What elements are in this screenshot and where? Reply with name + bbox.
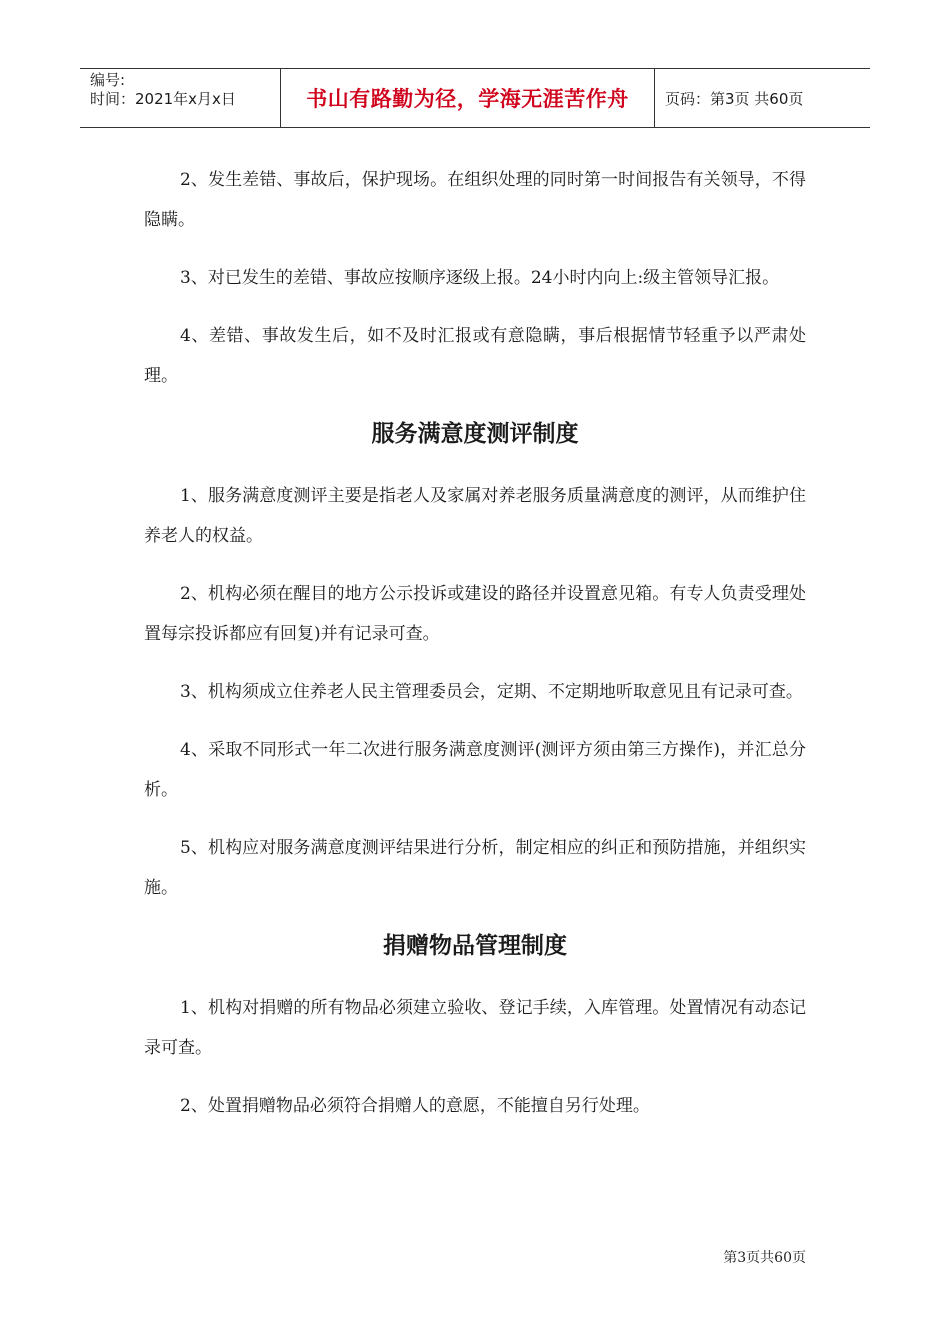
page-header [80, 68, 870, 128]
section-title: 捐赠物品管理制度 [383, 933, 567, 959]
paragraph: 2、发生差错、事故后，保护现场。在组织处理的同时第一时间报告有关领导，不得隐瞒。 [144, 170, 806, 230]
document-time-label: 时间：2021年x月x日 [90, 90, 236, 108]
paragraph: 2、机构必须在醒目的地方公示投诉或建设的路径并设置意见箱。有专人负责受理处置每宗投诉都应有回复)并有记录可查。 [144, 584, 806, 644]
document-number-label: 编号: [90, 71, 126, 89]
header-meta [80, 69, 281, 127]
paragraph: 3、机构须成立住养老人民主管理委员会，定期、不定期地听取意见且有记录可查。 [180, 682, 803, 702]
header-motto: 书山有路勤为径，学海无涯苦作舟 [281, 69, 655, 127]
document-body [144, 160, 806, 1144]
paragraph: 4、采取不同形式一年二次进行服务满意度测评(测评方须由第三方操作)，并汇总分析。 [144, 740, 806, 800]
paragraph: 1、机构对捐赠的所有物品必须建立验收、登记手续，入库管理。处置情况有动态记录可查。 [144, 998, 806, 1058]
paragraph: 3、对已发生的差错、事故应按顺序逐级上报。24小时内向上:级主管领导汇报。 [180, 268, 780, 288]
section-title: 服务满意度测评制度 [371, 421, 579, 447]
page-footer: 第3页共60页 [723, 1250, 806, 1266]
paragraph: 5、机构应对服务满意度测评结果进行分析，制定相应的纠正和预防措施，并组织实施。 [144, 838, 806, 898]
paragraph: 2、处置捐赠物品必须符合捐赠人的意愿，不能擅自另行处理。 [180, 1096, 650, 1116]
paragraph: 1、服务满意度测评主要是指老人及家属对养老服务质量满意度的测评，从而维护住养老人的权益。 [144, 486, 806, 546]
header-page-info: 页码：第3页 共60页 [665, 89, 804, 108]
paragraph: 4、差错、事故发生后，如不及时汇报或有意隐瞒，事后根据情节轻重予以严肃处理。 [144, 326, 806, 386]
